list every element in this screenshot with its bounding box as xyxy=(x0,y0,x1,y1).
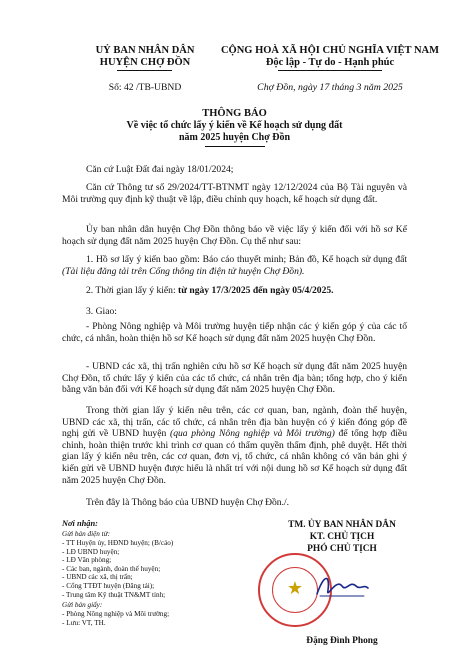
paragraph-intro: Ủy ban nhân dân huyện Chợ Đồn thông báo về việc lấy ý kiến đối với hồ sơ Kế hoạch sử dụng đất năm 2025 huyện Chợ Đồn. Cụ thể như sau: xyxy=(62,224,407,247)
item-1-note: (Tài liệu đăng tải trên Cổng thông tin điện tử huyện Chợ Đồn). xyxy=(62,265,305,277)
nation-line2: Độc lập - Tự do - Hạnh phúc xyxy=(265,57,395,68)
recipient-item: - Phòng Nông nghiệp và Môi trường; xyxy=(62,610,170,618)
signer-org: TM. ỦY BAN NHÂN DÂN xyxy=(288,520,396,530)
paragraph-legal-basis-2: Căn cứ Thông tư số 29/2024/TT-BTNMT ngày 12/12/2024 của Bộ Tài nguyên và Môi trường quy định kỹ thuật về lập, điều chỉnh quy hoạch, kế hoạch sử dụng đất. xyxy=(62,182,407,205)
recipients-title: Nơi nhận: xyxy=(62,519,98,528)
paragraph-legal-basis-1: Căn cứ Luật Đất đai ngày 18/01/2024; xyxy=(86,164,234,175)
signer-role-line2: PHÓ CHỦ TỊCH xyxy=(307,544,377,554)
recipient-item: - Trung tâm Kỹ thuật TN&MT tỉnh; xyxy=(62,590,166,599)
item-2-period: từ ngày 17/3/2025 đến ngày 05/4/2025. xyxy=(178,285,334,296)
item-1-text: 1. Hồ sơ lấy ý kiến bao gồm: Báo cáo thuyết minh; Bản đồ, Kế hoạch sử dụng đất xyxy=(86,254,407,265)
recipients-electronic-title: Gửi bản điện tử: xyxy=(62,530,110,538)
nation-underline xyxy=(278,70,382,71)
recipients-electronic-list xyxy=(62,539,173,599)
org-name-line1: UỶ BAN NHÂN DÂN xyxy=(95,45,195,56)
document-date: Chợ Đồn, ngày 17 tháng 3 năm 2025 xyxy=(257,82,403,93)
period-note-italic: (qua phòng Nông nghiệp và Môi trường) xyxy=(170,428,335,440)
recipient-item: - Cổng TTĐT huyện (Đăng tải); xyxy=(62,581,155,590)
recipients-paper-title: Gửi bản giấy: xyxy=(62,601,103,609)
org-underline xyxy=(117,70,172,71)
recipient-item: - LĐ UBND huyện; xyxy=(62,547,120,556)
recipient-item: - Các ban, ngành, đoàn thể huyện; xyxy=(62,564,161,573)
paragraph-item-3: 3. Giao: xyxy=(86,306,117,317)
recipient-item: - UBND các xã, thị trấn; xyxy=(62,573,133,582)
signer-name: Đặng Đình Phong xyxy=(306,636,378,646)
signer-role-line1: KT. CHỦ TỊCH xyxy=(309,532,375,542)
recipient-item: - TT Huyện ủy, HĐND huyện; (B/cáo) xyxy=(62,539,174,547)
star-icon: ★ xyxy=(286,578,304,598)
recipient-item: - Lưu: VT, TH. xyxy=(62,618,106,627)
recipients-paper-list xyxy=(62,610,169,627)
paragraph-assignment-1: - Phòng Nông nghiệp và Môi trường huyện tiếp nhận các ý kiến góp ý của các tổ chức, cá nhân, hoàn thiện hồ sơ Kế hoạch sử dụng đất năm 2025 huyện Chợ Đồn. xyxy=(62,321,407,344)
title-underline xyxy=(205,146,265,147)
period-note-text-a: Trong thời gian lấy ý kiến nêu trên, các cơ quan, ban, ngành, đoàn thể huyện, UBND các xã, thị trấn, các tổ chức, cá nhân trên địa bàn huyện có ý kiến đóng góp đề nghị gửi về UBND huyện xyxy=(62,405,407,440)
handwritten-signature xyxy=(312,566,372,606)
org-name-line2: HUYỆN CHỢ ĐỒN xyxy=(99,57,191,68)
paragraph-item-2 xyxy=(62,285,407,297)
item-2-label: 2. Thời gian lấy ý kiến: xyxy=(86,285,179,296)
document-subtitle-line1: Về việc tổ chức lấy ý kiến về Kế hoạch sử dụng đất xyxy=(126,120,343,131)
paragraph-closing: Trên đây là Thông báo của UBND huyện Chợ Đồn./. xyxy=(86,497,290,508)
nation-line1: CỘNG HOÀ XÃ HỘI CHỦ NGHĨA VIỆT NAM xyxy=(220,45,440,56)
document-number: Số: 42 /TB-UBND xyxy=(108,82,182,93)
recipient-item: - LĐ Văn phòng; xyxy=(62,556,112,565)
document-title: THÔNG BÁO xyxy=(202,108,267,119)
document-subtitle-line2: năm 2025 huyện Chợ Đồn xyxy=(178,132,291,143)
paragraph-assignment-2: - UBND các xã, thị trấn nghiên cứu hồ sơ Kế hoạch sử dụng đất năm 2025 huyện Chợ Đồn, tổ chức lấy ý kiến của các tổ chức, cá nhân trên địa bàn; tổng hợp, cho ý kiến bằng văn bản đối với Kế hoạch sử dụng đất năm 2025 huyện Chợ Đồn. xyxy=(62,361,407,396)
paragraph-period-note xyxy=(62,405,407,486)
paragraph-item-1 xyxy=(62,254,407,277)
period-note-text-b: để tổng hợp điều chỉnh, hoàn thiện trước khi trình cơ quan có thẩm quyền thẩm định, phê duyệt. Hết thời gian lấy ý kiến nêu trên, các cơ quan, đơn vị, tổ chức, cá nhân không có văn bản ghi ý kiến gửi về UBND huyện được hiểu là nhất trí với nội dung hồ sơ Kế hoạch sử dụng đất năm 2025 huyện Chợ Đồn. xyxy=(62,428,407,486)
